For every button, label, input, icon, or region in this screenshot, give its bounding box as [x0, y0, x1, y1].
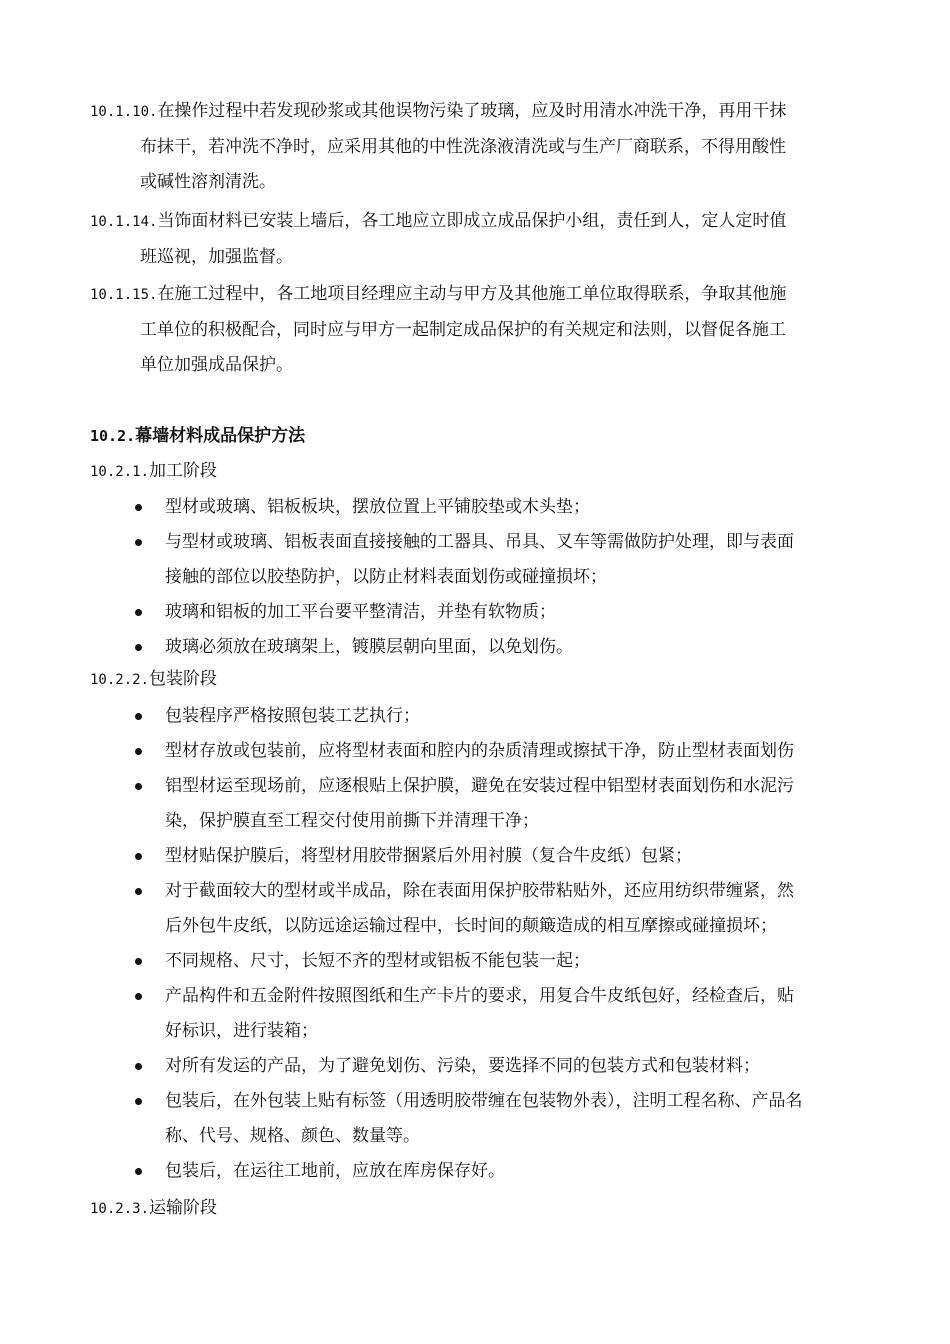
paragraph-text: 当饰面材料已安装上墙后，各工地应立即成立成品保护小组，责任到人，定人定时值 — [157, 211, 787, 231]
list-item — [135, 525, 865, 595]
list-item-text: 包装后，在运往工地前，应放在库房保存好。 — [165, 1161, 505, 1181]
list-item-text: 玻璃必须放在玻璃架上，镀膜层朝向里面，以免划伤。 — [165, 637, 573, 657]
list-item-text: 铝型材运至现场前，应逐根贴上保护膜，避免在安装过程中铝型材表面划伤和水泥污 — [165, 776, 794, 796]
paragraph-text: 在操作过程中若发现砂浆或其他误物污染了玻璃，应及时用清水冲洗干净，再用干抹 — [157, 101, 787, 121]
bullet-icon — [135, 888, 142, 895]
list-item-text: 称、代号、规格、颜色、数量等。 — [165, 1126, 420, 1146]
paragraph-10-1-15 — [90, 277, 860, 383]
paragraph-text: 班巡视，加强监督。 — [140, 247, 293, 267]
bullet-icon — [135, 1098, 142, 1105]
list-item-text: 对于截面较大的型材或半成品，除在表面用保护胶带粘贴外，还应用纺织带缠紧，然 — [165, 881, 794, 901]
subsection-title: 包装阶段 — [149, 669, 218, 689]
list-item — [135, 874, 865, 944]
paragraph-10-1-14 — [90, 204, 860, 275]
bullet-icon — [135, 713, 142, 720]
list-item — [135, 1084, 865, 1154]
clause-number: 10.1.15. — [90, 287, 158, 303]
bullet-icon — [135, 993, 142, 1000]
list-item-text: 包装后，在外包装上贴有标签（用透明胶带缠在包装物外表），注明工程名称、产品名 — [165, 1091, 803, 1111]
section-heading-10-2 — [90, 421, 305, 451]
bullet-icon — [135, 1063, 142, 1070]
subsection-number: 10.2.3. — [90, 1201, 150, 1217]
paragraph-text: 或碱性溶剂清洗。 — [140, 172, 276, 192]
paragraph-text: 在施工过程中，各工地项目经理应主动与甲方及其他施工单位取得联系，争取其他施 — [157, 284, 787, 304]
list-item-text: 产品构件和五金附件按照图纸和生产卡片的要求，用复合牛皮纸包好，经检查后，贴 — [165, 986, 794, 1006]
paragraph-text: 布抹干，若冲洗不净时，应采用其他的中性洗涤液清洗或与生产厂商联系，不得用酸性 — [140, 137, 786, 157]
list-item-text: 对所有发运的产品，为了避免划伤、污染，要选择不同的包装方式和包装材料； — [165, 1056, 760, 1076]
subsection-number: 10.2.1. — [90, 464, 150, 480]
paragraph-first-line — [90, 94, 860, 130]
subsection-title: 运输阶段 — [149, 1198, 218, 1218]
subsection-title: 加工阶段 — [149, 461, 218, 481]
list-item-text: 型材存放或包装前，应将型材表面和腔内的杂质清理或擦拭干净，防止型材表面划伤 — [165, 741, 794, 761]
list-item-text: 与型材或玻璃、铝板表面直接接触的工器具、吊具、叉车等需做防护处理，即与表面 — [165, 532, 794, 552]
bullet-icon — [135, 783, 142, 790]
list-item — [135, 1154, 865, 1189]
subsection-heading-10-2-1 — [90, 456, 217, 487]
list-item-text: 型材贴保护膜后，将型材用胶带捆紧后外用衬膜（复合牛皮纸）包紧； — [165, 846, 692, 866]
list-item — [135, 630, 865, 665]
bullet-icon — [135, 609, 142, 616]
list-item — [135, 1049, 865, 1084]
bullet-icon — [135, 504, 142, 511]
list-item — [135, 979, 865, 1049]
list-item — [135, 490, 865, 525]
paragraph-10-1-10 — [90, 94, 860, 200]
bullet-icon — [135, 853, 142, 860]
list-item — [135, 734, 865, 769]
list-item-text: 玻璃和铝板的加工平台要平整清洁，并垫有软物质； — [165, 602, 556, 622]
clause-number: 10.1.10. — [90, 104, 158, 120]
subsection-number: 10.2.2. — [90, 672, 150, 688]
subsection-heading-10-2-2 — [90, 664, 217, 695]
list-item-text: 染，保护膜直至工程交付使用前撕下并清理干净； — [165, 811, 539, 831]
list-item — [135, 769, 865, 839]
list-item — [135, 699, 865, 734]
list-item-text: 包装程序严格按照包装工艺执行； — [165, 706, 420, 726]
paragraph-first-line — [90, 204, 860, 240]
paragraph-text: 单位加强成品保护。 — [140, 355, 293, 375]
paragraph-text: 工单位的积极配合，同时应与甲方一起制定成品保护的有关规定和法则，以督促各施工 — [140, 320, 786, 340]
list-item — [135, 839, 865, 874]
bullet-icon — [135, 958, 142, 965]
list-item-text: 后外包牛皮纸，以防远途运输过程中，长时间的颠簸造成的相互摩擦或碰撞损坏； — [165, 916, 777, 936]
paragraph-first-line — [90, 277, 860, 313]
list-item-text: 型材或玻璃、铝板板块，摆放位置上平铺胶垫或木头垫； — [165, 497, 590, 517]
subsection-heading-10-2-3 — [90, 1193, 217, 1224]
bullet-icon — [135, 748, 142, 755]
section-number: 10.2. — [90, 427, 136, 445]
bullet-icon — [135, 644, 142, 651]
list-item — [135, 944, 865, 979]
list-item-text: 好标识，进行装箱； — [165, 1021, 318, 1041]
bullet-icon — [135, 1168, 142, 1175]
list-item-text: 接触的部位以胶垫防护，以防止材料表面划伤或碰撞损坏； — [165, 567, 607, 587]
clause-number: 10.1.14. — [90, 214, 158, 230]
bullet-icon — [135, 539, 142, 546]
section-title: 幕墙材料成品保护方法 — [135, 426, 306, 446]
list-item-text: 不同规格、尺寸，长短不齐的型材或铝板不能包装一起； — [165, 951, 590, 971]
list-item — [135, 595, 865, 630]
